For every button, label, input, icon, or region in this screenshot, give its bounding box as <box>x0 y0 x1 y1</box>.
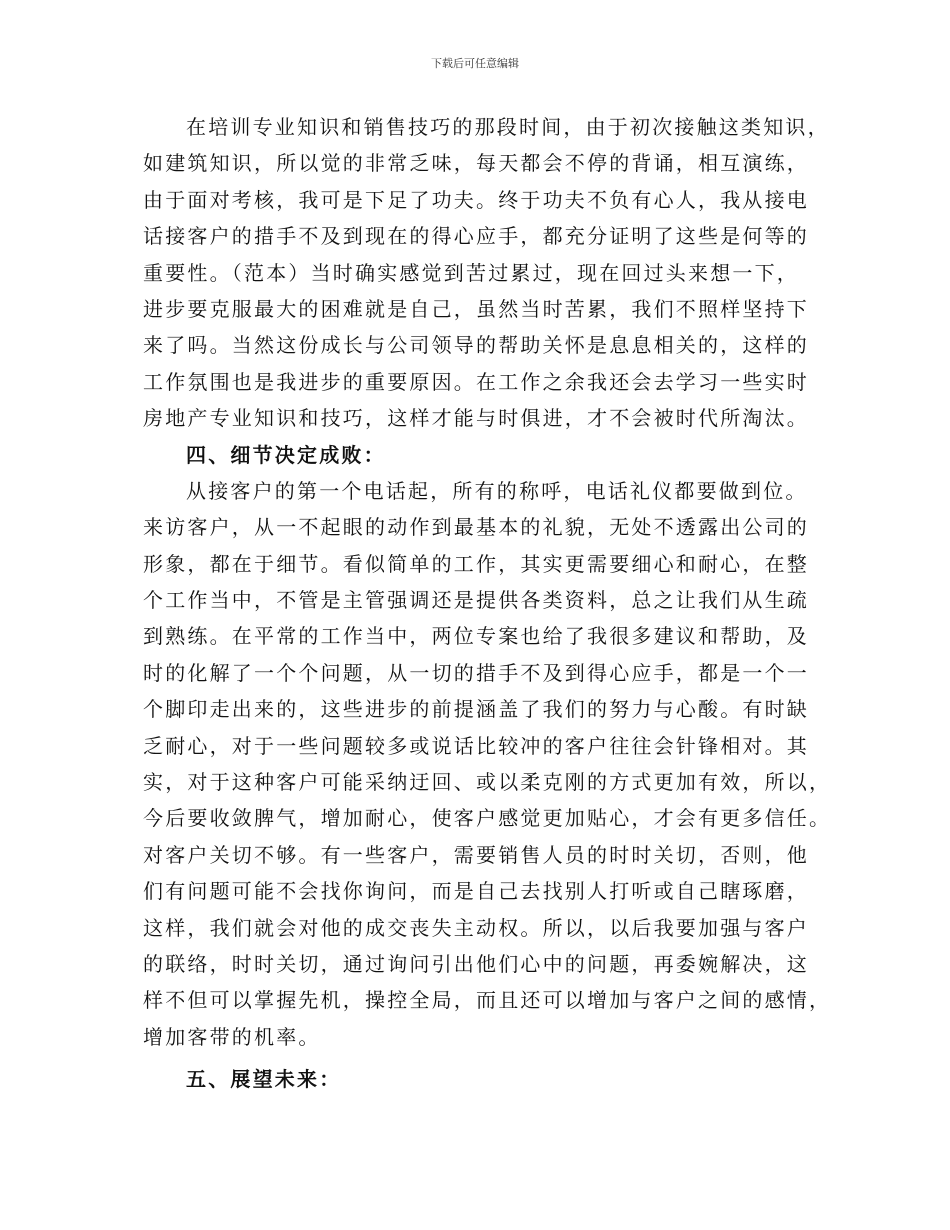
paragraph-line: 们有问题可能不会找你询问，而是自己去找别人打听或自己瞎琢磨， <box>143 879 809 904</box>
paragraph-line: 由于面对考核，我可是下足了功夫。终于功夫不负有心人，我从接电 <box>143 187 809 212</box>
paragraph-line: 重要性。（范本）当时确实感觉到苦过累过，现在回过头来想一下， <box>143 260 799 285</box>
paragraph-line: 的联络，时时关切，通过询问引出他们心中的问题，再委婉解决，这 <box>143 951 809 976</box>
paragraph-line: 形象，都在于细节。看似简单的工作，其实更需要细心和耐心，在整 <box>143 551 809 576</box>
paragraph-line: 进步要克服最大的困难就是自己，虽然当时苦累，我们不照样坚持下 <box>143 296 809 321</box>
paragraph-line: 如建筑知识，所以觉的非常乏味，每天都会不停的背诵，相互演练， <box>143 151 809 176</box>
paragraph-line: 个工作当中，不管是主管强调还是提供各类资料，总之让我们从生疏 <box>143 588 809 613</box>
section-heading-future: 五、展望未来： <box>186 1067 342 1092</box>
paragraph-line: 房地产专业知识和技巧，这样才能与时俱进，才不会被时代所淘汰。 <box>143 406 809 431</box>
paragraph-line: 时的化解了一个个问题，从一切的措手不及到得心应手，都是一个一 <box>143 660 809 685</box>
paragraph-training <box>143 109 833 437</box>
document-body <box>143 109 833 1098</box>
paragraph-line: 乏耐心，对于一些问题较多或说话比较冲的客户往往会针锋相对。其 <box>143 733 809 758</box>
paragraph-line: 到熟练。在平常的工作当中，两位专案也给了我很多建议和帮助，及 <box>143 624 809 649</box>
paragraph-details <box>143 473 833 1055</box>
section-heading-details: 四、细节决定成败： <box>186 442 386 467</box>
paragraph-line: 增加客带的机率。 <box>143 1024 321 1049</box>
paragraph-line: 来了吗。当然这份成长与公司领导的帮助关怀是息息相关的，这样的 <box>143 333 809 358</box>
paragraph-line: 在培训专业知识和销售技巧的那段时间，由于初次接触这类知识， <box>186 115 830 139</box>
paragraph-line: 这样，我们就会对他的成交丧失主动权。所以，以后我要加强与客户 <box>143 915 809 940</box>
page-header: 下载后可任意编辑 <box>431 57 519 70</box>
paragraph-line: 个脚印走出来的，这些进步的前提涵盖了我们的努力与心酸。有时缺 <box>143 697 809 722</box>
paragraph-line: 工作氛围也是我进步的重要原因。在工作之余我还会去学习一些实时 <box>143 369 809 394</box>
paragraph-line: 从接客户的第一个电话起，所有的称呼，电话礼仪都要做到位。 <box>186 478 808 503</box>
paragraph-line: 实，对于这种客户可能采纳迂回、或以柔克刚的方式更加有效，所以， <box>143 770 832 795</box>
paragraph-line: 今后要收敛脾气，增加耐心，使客户感觉更加贴心，才会有更多信任。 <box>143 806 832 831</box>
paragraph-line: 来访客户，从一不起眼的动作到最基本的礼貌，无处不透露出公司的 <box>143 515 809 540</box>
paragraph-line: 样不但可以掌握先机，操控全局，而且还可以增加与客户之间的感情， <box>143 988 832 1013</box>
paragraph-line: 话接客户的措手不及到现在的得心应手，都充分证明了这些是何等的 <box>143 224 809 249</box>
paragraph-line: 对客户关切不够。有一些客户，需要销售人员的时时关切，否则，他 <box>143 842 809 867</box>
